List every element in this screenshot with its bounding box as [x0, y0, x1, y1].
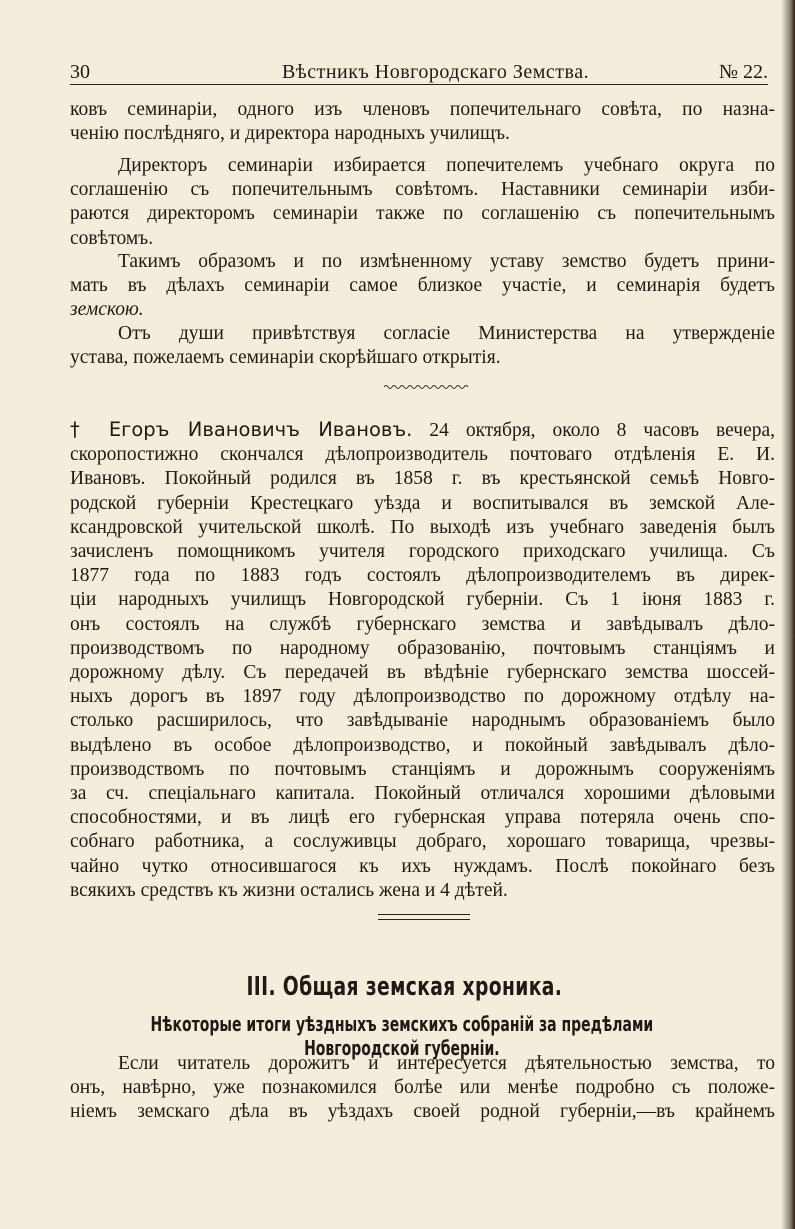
text-line: ціи народныхъ училищъ Новгородской губерніи. Съ 1 іюня 1883 г. [70, 589, 775, 611]
obituary-paragraph [70, 418, 775, 903]
text-line: 1877 года по 1883 годъ состоялъ дѣлопроизводителемъ въ дирек- [70, 565, 775, 587]
section-subtitle: Нѣкоторые итоги уѣздныхъ земскихъ собраній за предѣлами Новгородской губерніи. [150, 1012, 654, 1060]
double-rule-separator [378, 914, 470, 920]
text-line: 24 октября, около 8 часовъ вечера, [429, 420, 776, 441]
text-line: Если читатель дорожитъ и интересуется дѣятельностью земства, то [118, 1053, 775, 1074]
deceased-name: Егоръ Ивановичъ Ивановъ. [108, 418, 413, 441]
text-line: онъ, навѣрно, уже познакомился болѣе или менѣе подробно съ положе- [70, 1077, 775, 1099]
text-line: Такимъ образомъ и по измѣненному уставу земство будетъ прини- [118, 251, 775, 272]
thus-paragraph [70, 250, 775, 323]
director-paragraph [70, 154, 775, 251]
text-line: родской губерніи Крестецкаго уѣзда и воспитывался въ земской Але- [70, 492, 775, 514]
text-line: устава, пожелаемъ семинаріи скорѣйшаго открытія. [70, 347, 501, 369]
header-rule [70, 84, 768, 85]
text-line: Директоръ семинаріи избирается попечителемъ учебнаго округа по [118, 155, 775, 176]
text-line: скоропостижно скончался дѣлопроизводитель почтоваго отдѣленія Е. И. [70, 444, 775, 466]
text-line: собнаго работника, а сослуживцы добраго, хорошаго товарища, чрезвы- [70, 831, 775, 853]
text-line: ніемъ земскаго дѣла въ уѣздахъ своей родной губерніи,—въ крайнемъ [70, 1101, 775, 1123]
text-line: выдѣлено въ особое дѣлопроизводство, и покойный завѣдывалъ дѣло- [70, 734, 775, 756]
journal-title: Вѣстникъ Новгородскаго Земства. [282, 61, 590, 83]
text-line: мать въ дѣлахъ семинаріи самое близкое участіе, и семинарія будетъ [70, 275, 775, 297]
issue-number: № 22. [718, 61, 768, 83]
text-line: соглашенію съ попечительнымъ совѣтомъ. Наставники семинаріи изби- [70, 179, 775, 201]
text-line: совѣтомъ. [70, 227, 154, 249]
obituary-first-line [70, 418, 775, 443]
text-line: зачисленъ помощникомъ учителя городского приходскаго училища. Съ [70, 541, 775, 563]
text-line: онъ состоялъ на службѣ губернскаго земства и завѣдывалъ дѣло- [70, 613, 775, 635]
text-line: всякихъ средствъ къ жизни остались жена и 4 дѣтей. [70, 879, 508, 901]
text-line: производствомъ по почтовымъ станціямъ и дорожнымъ сооруженіямъ [70, 758, 775, 780]
greeting-paragraph [70, 322, 775, 370]
text-line: Ивановъ. Покойный родился въ 1858 г. въ крестьянской семьѣ Новго- [70, 468, 775, 490]
text-line: Отъ души привѣтствуя согласіе Министерства на утвержденіе [118, 323, 775, 344]
text-line: раются директоромъ семинаріи также по соглашенію съ попечительнымъ [70, 203, 775, 225]
text-line: способностями, и въ лицѣ его губернская управа потеряла очень спо- [70, 807, 775, 829]
text-line: ксандровской учительской школѣ. По выходѣ изъ учебнаго заведенія былъ [70, 516, 775, 538]
cross-symbol: † [70, 418, 92, 441]
page-number: 30 [70, 61, 90, 83]
running-head [70, 60, 770, 84]
section-title: III. Общая земская хроника. [246, 972, 563, 1002]
text-line: ковъ семинаріи, одного изъ членовъ попечительнаго совѣта, по назна- [70, 99, 775, 120]
binding-edge [781, 0, 795, 1229]
italic-word: земскою. [70, 299, 144, 321]
text-line: ченію послѣдняго, и директора народныхъ училищъ. [70, 123, 510, 145]
continuation-paragraph [70, 98, 775, 146]
text-line: чайно чутко относившагося къ ихъ нуждамъ. Послѣ покойнаго безъ [70, 855, 775, 877]
text-line: производствомъ по народному образованію, почтовымъ станціямъ и [70, 637, 775, 659]
text-line: дорожному дѣлу. Съ передачей въ вѣдѣніе губернскаго земства шоссей- [70, 662, 775, 684]
text-line: ныхъ дорогъ въ 1897 году дѣлопроизводство по дорожному отдѣлу на- [70, 686, 775, 708]
text-line: за сч. спеціальнаго капитала. Покойный отличался хорошими дѣловыми [70, 783, 775, 805]
wavy-separator [384, 384, 470, 390]
chronicle-paragraph [70, 1052, 775, 1125]
text-line: столько расширилось, что завѣдываніе народнымъ образованіемъ было [70, 710, 775, 732]
